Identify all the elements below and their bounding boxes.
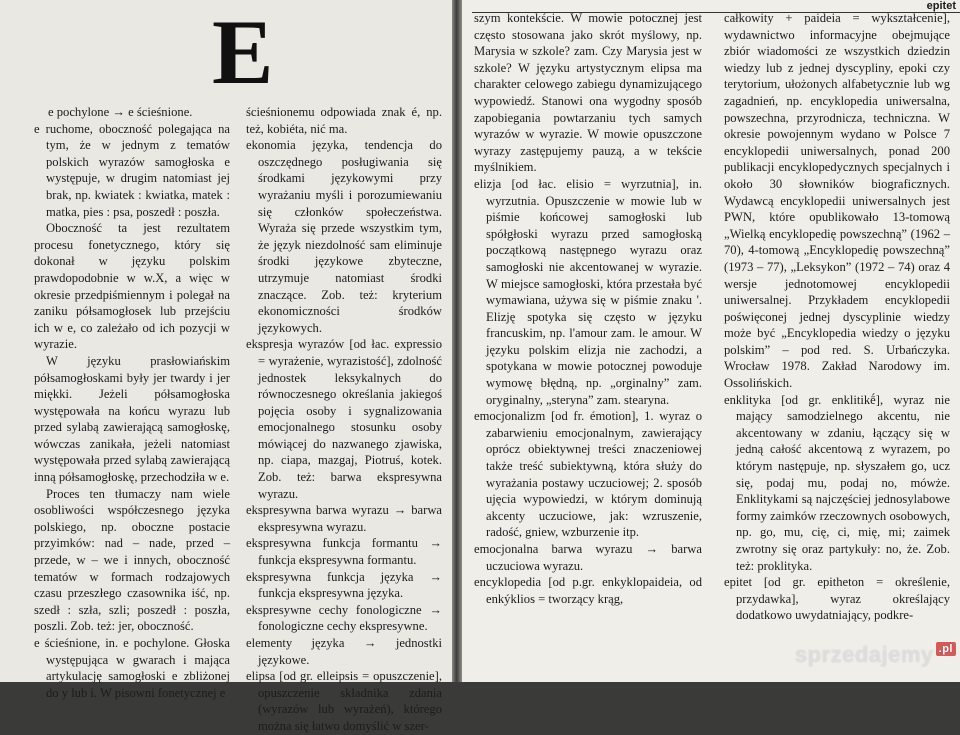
left-column-1 bbox=[34, 104, 230, 701]
dictionary-entry: ekspresja wyrazów [od łac. expressio = wyrażenie, wyrazistość], zdolność jednostek leksykalnych do równoczesnego określania jakiegoś pojęcia osoby i sygnalizowania emocjonalnego stosunku osoby mówiącej do nazwanego zjawiska, np. ciapa, mazgaj, Piotruś, kotek. Zob. też: barwa ekspresywna wyrazu. bbox=[246, 337, 442, 501]
dictionary-entry: ekspresywna funkcja języka → funkcja ekspresywna języka. bbox=[246, 569, 442, 601]
watermark-logo: sprzedajemy .pl bbox=[795, 642, 956, 668]
dictionary-entry: elipsa [od gr. elleipsis = opuszczenie], opuszczenie składnika zdania (wyrazów lub wyrażeń), którego można się łatwo domyślić w szer- bbox=[246, 669, 442, 733]
dictionary-entry: e ruchome, oboczność polegająca na tym, że w jednym z tematów polskich wyrazów samogłoska e występuje, w drugim natomiast jej brak, np. kwiatek : kwiatka, matek : matka, pies : psa, poszedł : poszła. bbox=[34, 121, 230, 219]
dictionary-entry: emocjonalna barwa wyrazu → barwa uczuciowa wyrazu. bbox=[474, 542, 702, 573]
dictionary-entry: ekspresywna barwa wyrazu → barwa ekspresywna wyrazu. bbox=[246, 503, 442, 534]
dictionary-entry: szym kontekście. W mowie potocznej jest często stosowana jako skrót myślowy, np. Marysia w szkole? zam. Czy Marysia jest w szkole? W języku artystycznym elipsa ma charakter celowego zabiegu dynamizującego wypowiedź. Stanowi ona wygodny sposób zapobiegania powtarzaniu tych samych wyrazów w wyrazie. W mowie opuszczone wyrazy zastępujemy pauzą, a w tekście myślnikiem. bbox=[474, 11, 702, 175]
dictionary-entry: emocjonalizm [od fr. émotion], 1. wyraz o zabarwieniu emocjonalnym, zawierający oprócz obiektywnej treści znaczeniowej także treść subiektywną, która służy do wyrażania postawy uczuciowej; 2. sposób ujęcia wypowiedzi, w którym dominują akcenty uczuciowe, jak: wzruszenie, radość, gniew, wzburzenie itp. bbox=[474, 409, 702, 540]
right-page bbox=[462, 0, 960, 682]
dictionary-entry: ekspresywna funkcja formantu → funkcja ekspresywna formantu. bbox=[246, 536, 442, 568]
left-column-2 bbox=[246, 104, 442, 735]
dictionary-entry: całkowity + paideia = wykształcenie], wydawnictwo informacyjne obejmujące zbiór wiadomości ze wszystkich dziedzin wiedzy lub z jednej dyscypliny, epoki czy terytorium, ułożonych alfabetycznie lub wg zagadnień, np. encyklopedia uniwersalna, powszechna, przyrodnicza, techniczna. W okresie powojennym wydano w Polsce 7 encyklopedii uniwersalnych, ponad 200 publikacji encyklopedycznych specjalnych i około 30 słowników biograficznych. Wydawcą encyklopedii uniwersalnych jest PWN, które opublikowało 13-tomową „Wielką encyklopedię powszechną” (1962 – 70), 4-tomową „Encyklopedię powszechną” (1973 – 77), „Leksykon” (1972 – 74) oraz 4 wersje jednotomowej encyklopedii uniwersalnej. Przykładem encyklopedii poświęconej jednej dyscyplinie wiedzy może być „Encyklopedia wiedzy o języku polskim” – pod red. S. Urbańczyka. Wrocław 1978. Zakład Narodowy im. Ossolińskich. bbox=[724, 11, 950, 391]
dictionary-entry: ekspresywne cechy fonologiczne → fonologiczne cechy ekspresywne. bbox=[246, 602, 442, 634]
left-page bbox=[0, 0, 452, 733]
dictionary-entry: enklityka [od gr. enklitikḗ], wyraz nie mający samodzielnego akcentu, nie akcentowany w zdaniu, łączący się w jedną całość akcentową z wyrazem, po którym następuje, np. słyszałem go, ucz się, podaj mu, podaj no, mówże. Enklitykami są najczęściej jednosylabowe formy zaimków rzeczownych osobowych, np. go, mu, cię, ci, mię, mi; zaimek zwrotny się oraz partykuły: no, że. Zob. też: proklityka. bbox=[724, 392, 950, 573]
dictionary-entry: Proces ten tłumaczy nam wiele osobliwości współczesnego języka polskiego, np. oboczne postacie przyimków: nad – nade, przed – przede, w – we i innych, oboczność tematów w formach rodzajowych czasu przeszłego czasownika iść, np. szedł : szła, szli; poszedł : poszła, poszli. Zob. też: jer, oboczność. bbox=[34, 486, 230, 634]
dictionary-entry: W języku prasłowiańskim półsamogłoskami były jer twardy i jer miękki. Jeżeli półsamogłoska występowała na końcu wyrazu lub przed sylabą zawierającą samogłoskę, wówczas zanikała, jeżeli natomiast występowała przed sylabą zawierającą inną półsamogłoskę, przechodziła w e. bbox=[34, 353, 230, 485]
right-column-1 bbox=[474, 10, 702, 607]
section-letter: E bbox=[212, 1, 274, 103]
dictionary-entry: e ścieśnione, in. e pochylone. Głoska występująca w gwarach i mająca artykulację samogłoski e zbliżonej do y lub i. W pisowni fonetycznej e bbox=[34, 636, 230, 700]
dictionary-entry: elementy języka → jednostki językowe. bbox=[246, 636, 442, 667]
dictionary-entry: ścieśnionemu odpowiada znak é, np. też, kobiéta, nić ma. bbox=[246, 105, 442, 136]
dictionary-entry: epitet [od gr. epitheton = określenie, przydawka], wyraz określający dodatkowo uwydatniający, podkre- bbox=[724, 575, 950, 623]
right-column-2 bbox=[724, 10, 950, 624]
dictionary-entry: encyklopedia [od p.gr. enkyklopaideia, od enkýklios = tworzący krąg, bbox=[474, 575, 702, 606]
dictionary-entry: Oboczność ta jest rezultatem procesu fonetycznego, który się dokonał w języku polskim prawdopodobnie w w.X, a więc w okresie przedpiśmiennym i polegał na zaniku półsamogłosek lub przejściu ich w e, co zależało od ich pozycji w wyrazie. bbox=[34, 221, 230, 352]
running-head: epitet bbox=[926, 0, 956, 12]
dictionary-entry: ekonomia języka, tendencja do oszczędnego posługiwania się środkami językowymi przy wyrażaniu myśli i porozumiewaniu się członków społeczeństwa. Wyraża się przede wszystkim tym, że język niezdolność sam eliminuje środki językowe zbyteczne, utrzymuje natomiast środki znaczące. Zob. też: kryterium ekonomiczności środków językowych. bbox=[246, 138, 442, 335]
dictionary-entry: elizja [od łac. elisio = wyrzutnia], in. wyrzutnia. Opuszczenie w mowie lub w piśmie końcowej samogłoski lub spółgłoski wyrazu przed samogłoską początkową następnego wyrazu oraz samogłoski nie akcentowanej w wyrazie. W miejsce samogłoski, która przestała być wymawiana, używa się w piśmie znaku '. Elizję spotyka się często w języku francuskim, np. l'amour zam. le amour. W języku polskim elizja nie zachodzi, a spotykana w mowie potocznej powoduje wymowę błędną, np. „orginalny” zam. oryginalny, „steryna” zam. stearyna. bbox=[474, 176, 702, 407]
dictionary-entry: e pochylone → e ścieśnione. bbox=[48, 105, 193, 119]
book-gutter bbox=[452, 0, 462, 682]
